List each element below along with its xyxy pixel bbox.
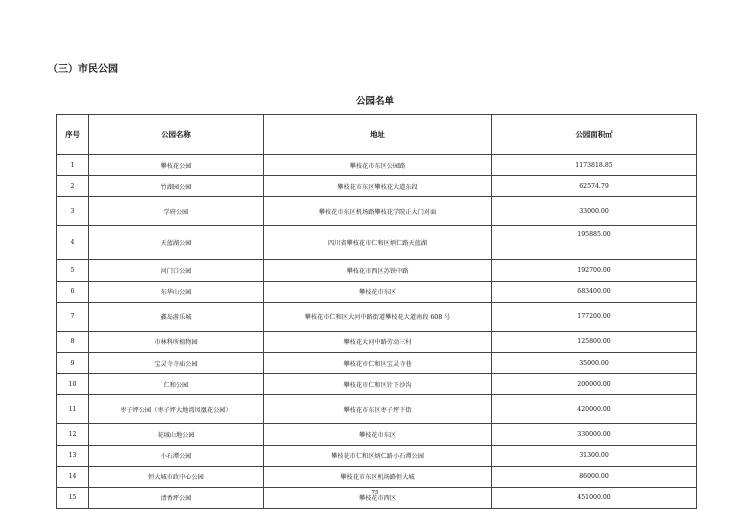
cell-name: 花城山地公园 — [89, 424, 264, 445]
table-row — [57, 176, 697, 197]
cell-index: 7 — [57, 302, 89, 331]
table-row — [57, 281, 697, 302]
cell-area: 35000.00 — [492, 352, 697, 373]
cell-name: 恒大城市政中心公园 — [89, 466, 264, 487]
header-area: 公园面积㎡ — [492, 115, 697, 155]
table-title: 公园名单 — [355, 96, 394, 107]
cell-index: 4 — [57, 226, 89, 260]
cell-index: 12 — [57, 424, 89, 445]
header-address: 地址 — [264, 115, 492, 155]
table-row — [57, 374, 697, 395]
header-index: 序号 — [57, 115, 89, 155]
cell-area: 195885.00 — [492, 226, 697, 260]
header-name: 公园名称 — [89, 115, 264, 155]
cell-address: 攀枝花市东区 — [264, 281, 492, 302]
cell-name: 学府公园 — [89, 197, 264, 226]
cell-address: 攀枝花市仁和区炳仁路小石潭公园 — [264, 445, 492, 466]
cell-index: 5 — [57, 260, 89, 281]
cell-area: 683400.00 — [492, 281, 697, 302]
cell-area: 1173818.85 — [492, 155, 697, 176]
table-header-row — [57, 115, 697, 155]
cell-address: 攀枝花市东区攀枝花大道东段 — [264, 176, 492, 197]
cell-address: 攀枝花市西区 — [264, 487, 492, 508]
table-row — [57, 466, 697, 487]
cell-area: 451000.00 — [492, 487, 697, 508]
cell-area: 420000.00 — [492, 395, 697, 424]
cell-name: 枣子坪公园（枣子坪大地湾凤凰花公园） — [89, 395, 264, 424]
cell-index: 2 — [57, 176, 89, 197]
cell-area: 33000.00 — [492, 197, 697, 226]
cell-area: 192700.00 — [492, 260, 697, 281]
cell-name: 小石潭公园 — [89, 445, 264, 466]
cell-index: 8 — [57, 331, 89, 352]
cell-address: 攀枝花市东区 — [264, 424, 492, 445]
table-row — [57, 260, 697, 281]
cell-address: 四川省攀枝花市仁和区炳仁路天蓝湖 — [264, 226, 492, 260]
cell-name: 天蓝湖公园 — [89, 226, 264, 260]
cell-address: 攀枝花市东区公园路 — [264, 155, 492, 176]
cell-index: 15 — [57, 487, 89, 508]
cell-index: 10 — [57, 374, 89, 395]
cell-address: 攀枝花市西区苏铁中路 — [264, 260, 492, 281]
cell-address: 攀枝花大河中路劳动三村 — [264, 331, 492, 352]
cell-name: 清香坪公园 — [89, 487, 264, 508]
cell-name: 竹湖园公园 — [89, 176, 264, 197]
cell-area: 200000.00 — [492, 374, 697, 395]
cell-address: 攀枝花市东区机场路恒大城 — [264, 466, 492, 487]
table-row — [57, 445, 697, 466]
cell-index: 14 — [57, 466, 89, 487]
table-row — [57, 424, 697, 445]
cell-area: 177200.00 — [492, 302, 697, 331]
table-row — [57, 226, 697, 260]
cell-address: 攀枝花市仁和区针下沙沟 — [264, 374, 492, 395]
cell-address: 攀枝花市仁和区宝灵寺巷 — [264, 352, 492, 373]
cell-name: 河门口公园 — [89, 260, 264, 281]
cell-area: 330000.00 — [492, 424, 697, 445]
page-number: 75 — [371, 490, 379, 496]
table-row — [57, 197, 697, 226]
cell-index: 9 — [57, 352, 89, 373]
table-body — [57, 155, 697, 509]
cell-address: 攀枝花市仁和区大河中路街道攀枝花大道南段 608 号 — [264, 302, 492, 331]
cell-address: 攀枝花市东区枣子坪下街 — [264, 395, 492, 424]
table-row — [57, 155, 697, 176]
cell-name: 攀枝花公园 — [89, 155, 264, 176]
cell-index: 1 — [57, 155, 89, 176]
cell-name: 市林科所植物园 — [89, 331, 264, 352]
cell-name: 宝灵寺寺庙公园 — [89, 352, 264, 373]
table-row — [57, 331, 697, 352]
cell-name: 仁和公园 — [89, 374, 264, 395]
cell-index: 3 — [57, 197, 89, 226]
cell-area: 86000.00 — [492, 466, 697, 487]
cell-address: 攀枝花市东区机场路攀枝花学院正大门对面 — [264, 197, 492, 226]
table-row — [57, 302, 697, 331]
table-row — [57, 395, 697, 424]
cell-area: 125800.00 — [492, 331, 697, 352]
table-row — [57, 352, 697, 373]
cell-name: 东华山公园 — [89, 281, 264, 302]
cell-area: 31300.00 — [492, 445, 697, 466]
cell-index: 6 — [57, 281, 89, 302]
cell-area: 62574.79 — [492, 176, 697, 197]
parks-table — [56, 114, 697, 509]
cell-index: 11 — [57, 395, 89, 424]
cell-name: 鑫岛游乐城 — [89, 302, 264, 331]
cell-index: 13 — [57, 445, 89, 466]
section-title: （三）市民公园 — [48, 64, 118, 75]
